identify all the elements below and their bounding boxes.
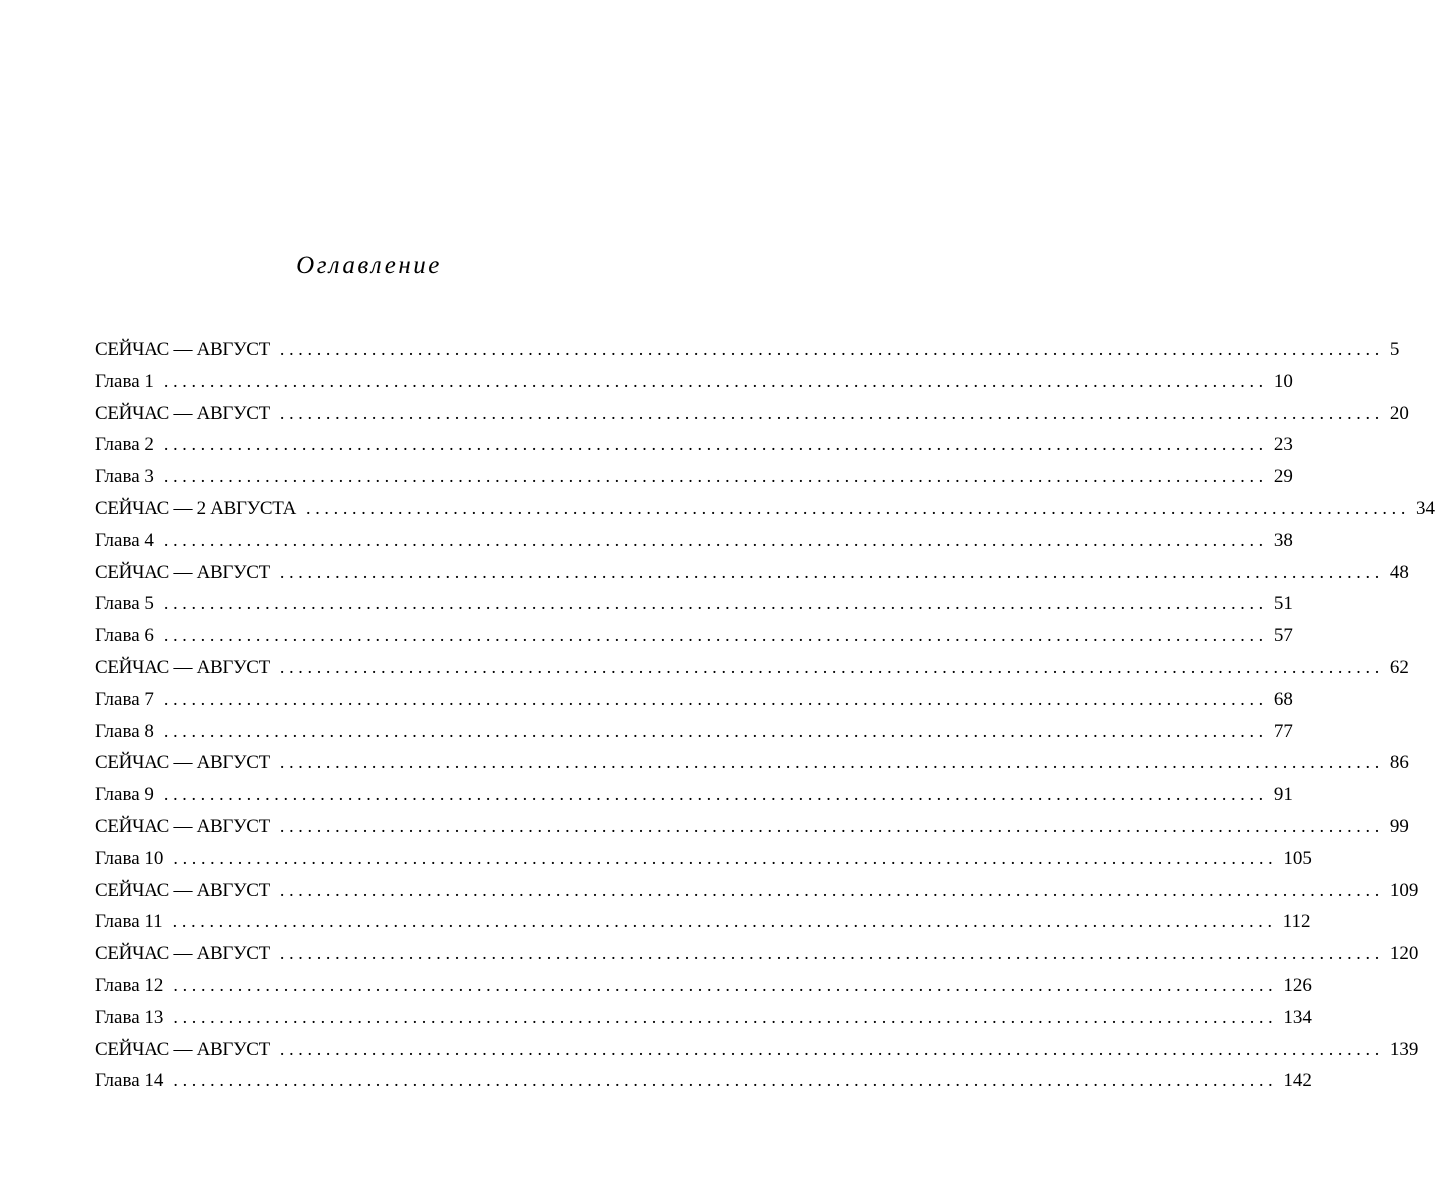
toc-entry[interactable] [95,906,1311,938]
toc-entry-page: 34 [1416,497,1435,519]
toc-entry[interactable] [95,493,1435,525]
toc-entry-label: СЕЙЧАС — АВГУСТ [95,879,270,901]
toc-entry[interactable] [95,684,1293,716]
toc-entry[interactable] [95,525,1293,557]
toc-entry-label: Глава 3 [95,466,154,488]
toc-entry-page: 29 [1273,466,1293,488]
toc-entry[interactable] [95,843,1312,875]
toc-leader-dots: ........................................................................................................................ [172,911,1277,932]
toc-entry-label: Глава 6 [95,625,154,647]
toc-entry-page: 62 [1389,656,1409,678]
toc-entry-page: 23 [1273,434,1293,456]
toc-leader-dots: ........................................................................................................................ [163,529,1268,550]
toc-entry[interactable] [95,970,1312,1002]
toc-entry[interactable] [95,652,1409,684]
toc-entry[interactable] [95,620,1293,652]
toc-entry-label: СЕЙЧАС — АВГУСТ [95,752,270,774]
toc-entry-page: 5 [1389,339,1400,360]
toc-entry-page: 142 [1283,1070,1312,1092]
toc-entry[interactable] [95,1034,1419,1066]
toc-leader-dots: ........................................................................................................................ [163,720,1268,741]
toc-entry-label: Глава 2 [95,434,154,456]
toc-leader-dots: ........................................................................................................................ [173,1070,1278,1091]
toc-entry-label: СЕЙЧАС — АВГУСТ [95,339,270,360]
toc-entry-label: СЕЙЧАС — АВГУСТ [95,402,270,424]
toc-entry-page: 51 [1273,593,1293,615]
toc-leader-dots: ........................................................................................................................ [173,974,1278,995]
toc-entry[interactable] [95,334,1400,366]
toc-entry-label: Глава 11 [95,911,163,933]
toc-entry-page: 57 [1273,625,1293,647]
toc-entry-page: 10 [1273,370,1293,392]
toc-entry-label: СЕЙЧАС — АВГУСТ [95,943,270,965]
toc-entry-label: Глава 7 [95,688,154,710]
toc-leader-dots: ........................................................................................................................ [279,1038,1384,1059]
toc-entry[interactable] [95,747,1409,779]
toc-entry-label: Глава 1 [95,370,154,392]
toc-entry-page: 48 [1389,561,1409,583]
toc-leader-dots: ........................................................................................................................ [279,879,1384,900]
toc-entry-page: 68 [1273,688,1293,710]
toc-entry-label: Глава 9 [95,784,154,806]
toc-entry[interactable] [95,1002,1312,1034]
toc-entry-label: СЕЙЧАС — АВГУСТ [95,1038,270,1060]
toc-leader-dots: ........................................................................................................................ [173,847,1278,868]
toc-leader-dots: ........................................................................................................................ [279,815,1384,836]
toc-entry-label: Глава 5 [95,593,154,615]
toc-leader-dots: ........................................................................................................................ [279,943,1384,964]
toc-entry-page: 109 [1389,879,1419,901]
toc-entry-label: Глава 13 [95,1006,164,1028]
toc-entry-page: 86 [1389,752,1409,774]
toc-entry[interactable] [95,779,1293,811]
toc-entry-page: 120 [1389,943,1419,965]
toc-entry-page: 112 [1282,911,1311,933]
toc-entry-label: СЕЙЧАС — 2 АВГУСТА [95,497,297,519]
toc-entry-page: 20 [1389,402,1409,424]
toc-entry-page: 139 [1389,1038,1419,1060]
toc-entry-page: 105 [1283,847,1312,869]
toc-entry[interactable] [95,716,1293,748]
toc-entry[interactable] [95,398,1409,430]
toc-entry-label: Глава 10 [95,847,164,869]
toc-leader-dots: ........................................................................................................................ [163,434,1268,455]
toc-entry[interactable] [95,811,1409,843]
toc-entry-label: Глава 14 [95,1070,164,1092]
toc-leader-dots: ........................................................................................................................ [279,402,1384,423]
toc-leader-dots: ........................................................................................................................ [279,656,1384,677]
toc-entry[interactable] [95,588,1293,620]
toc-entry-page: 134 [1283,1006,1312,1028]
toc-leader-dots: ........................................................................................................................ [279,339,1384,359]
toc-entry-page: 126 [1283,974,1312,996]
toc-leader-dots: ........................................................................................................................ [163,370,1268,391]
toc-entry[interactable] [95,875,1419,907]
toc-leader-dots: ........................................................................................................................ [163,625,1268,646]
table-of-contents [95,334,1435,1097]
toc-entry-page: 99 [1389,815,1409,837]
toc-entry-label: СЕЙЧАС — АВГУСТ [95,815,270,837]
toc-entry-label: Глава 8 [95,720,154,742]
toc-entry-label: СЕЙЧАС — АВГУСТ [95,561,270,583]
toc-leader-dots: ........................................................................................................................ [163,466,1268,487]
page-title: Оглавление [296,252,442,279]
toc-entry[interactable] [95,366,1293,398]
toc-leader-dots: ........................................................................................................................ [163,784,1268,805]
toc-entry-page: 38 [1273,529,1293,551]
toc-leader-dots: ........................................................................................................................ [306,497,1411,518]
toc-leader-dots: ........................................................................................................................ [173,1006,1278,1027]
toc-leader-dots: ........................................................................................................................ [163,593,1268,614]
toc-leader-dots: ........................................................................................................................ [163,688,1268,709]
toc-entry-page: 77 [1273,720,1293,742]
toc-entry-label: СЕЙЧАС — АВГУСТ [95,656,270,678]
toc-entry-label: Глава 12 [95,974,164,996]
toc-leader-dots: ........................................................................................................................ [279,561,1384,582]
toc-entry-page: 91 [1273,784,1293,806]
toc-entry[interactable] [95,429,1293,461]
toc-entry[interactable] [95,461,1293,493]
toc-entry[interactable] [95,1065,1312,1097]
toc-entry[interactable] [95,938,1419,970]
toc-entry[interactable] [95,557,1409,589]
toc-entry-label: Глава 4 [95,529,154,551]
toc-leader-dots: ........................................................................................................................ [279,752,1384,773]
